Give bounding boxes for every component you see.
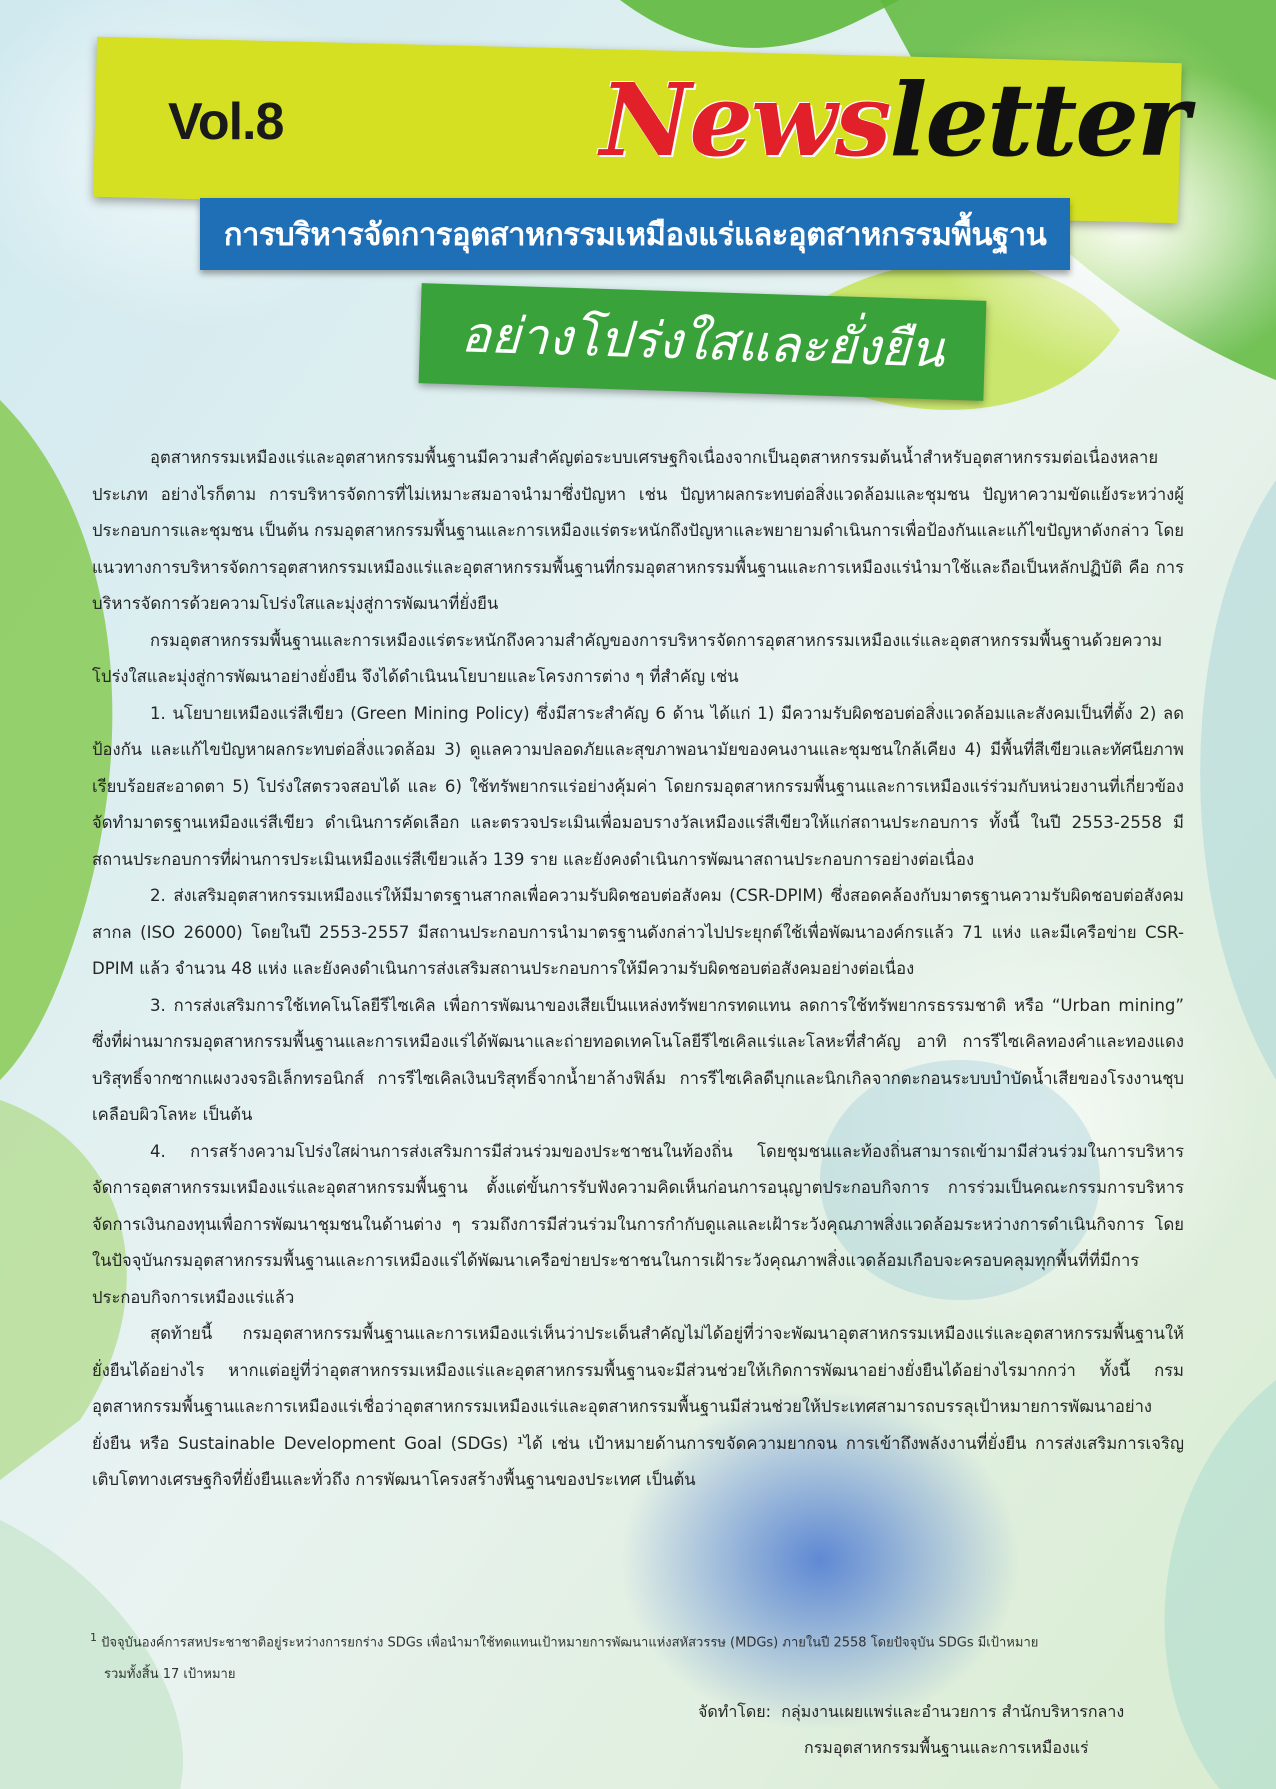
footnote-line-1: $^1$ ปัจจุบันองค์การสหประชาชาติอยู่ระหว่างการยกร่าง SDGs เพื่อนำมาใช้ทดแทนเป้าหมายการพัฒนาแห่งสหัสวรรษ (MDGs) ภายในปี 2558 โดยปัจจุบัน SDGs มีเป้าหมาย	[90, 1631, 1039, 1651]
credit-line-2: กรมอุตสาหกรรมพื้นฐานและการเหมืองแร่	[804, 1738, 1089, 1757]
footnote-marker: 1	[90, 1631, 97, 1644]
paragraph-intro: อุตสาหกรรมเหมืองแร่และอุตสาหกรรมพื้นฐานมีความสำคัญต่อระบบเศรษฐกิจเนื่องจากเป็นอุตสาหกรรมต้นน้ำสำหรับอุตสาหกรรมต่อเนื่องหลายประเภท อย่างไรก็ตาม การบริหารจัดการที่ไม่เหมาะสมอาจนำมาซึ่งปัญหา เช่น ปัญหาผลกระทบต่อสิ่งแวดล้อมและชุมชน ปัญหาความขัดแย้งระหว่างผู้ประกอบการและชุมชน เป็นต้น กรมอุตสาหกรรมพื้นฐานและการเหมืองแร่ตระหนักถึงปัญหาและพยายามดำเนินการเพื่อป้องกันและแก้ไขปัญหาดังกล่าว โดยแนวทางการบริหารจัดการอุตสาหกรรมเหมืองแร่และอุตสาหกรรมพื้นฐานที่กรมอุตสาหกรรมพื้นฐานและการเหมืองแร่นำมาใช้และถือเป็นหลักปฏิบัติ คือ การบริหารจัดการด้วยความโปร่งใสและมุ่งสู่การพัฒนาที่ยั่งยืน	[92, 448, 1184, 613]
title-news: News	[600, 61, 890, 179]
credit-block	[698, 1694, 1124, 1766]
credit-line-1: จัดทำโดย: กลุ่มงานเผยแพร่และอำนวยการ สำนักบริหารกลาง	[698, 1702, 1125, 1721]
paragraph-department: กรมอุตสาหกรรมพื้นฐานและการเหมืองแร่ตระหนักถึงความสำคัญของการบริหารจัดการอุตสาหกรรมเหมืองแร่และอุตสาหกรรมพื้นฐานด้วยความโปร่งใสและมุ่งสู่การพัฒนาอย่างยั่งยืน จึงได้ดำเนินนโยบายและโครงการต่าง ๆ ที่สำคัญ เช่น	[92, 630, 1163, 686]
footnote-line-2: รวมทั้งสิ้น 17 เป้าหมาย	[104, 1667, 236, 1683]
newsletter-tagline: อย่างโปร่งใสและยั่งยืน	[459, 304, 946, 379]
paragraph-conclusion: สุดท้ายนี้ กรมอุตสาหกรรมพื้นฐานและการเหมืองแร่เห็นว่าประเด็นสำคัญไม่ได้อยู่ที่ว่าจะพัฒนาอุตสาหกรรมเหมืองแร่และอุตสาหกรรมพื้นฐานให้ยั่งยืนได้อย่างไร หากแต่อยู่ที่ว่าอุตสาหกรรมเหมืองแร่และอุตสาหกรรมพื้นฐานจะมีส่วนช่วยให้เกิดการพัฒนาอย่างยั่งยืนได้อย่างไรมากกว่า ทั้งนี้ กรมอุตสาหกรรมพื้นฐานและการเหมืองแร่เชื่อว่าอุตสาหกรรมเหมืองแร่และอุตสาหกรรมพื้นฐานมีส่วนช่วยให้ประเทศสามารถบรรลุเป้าหมายการพัฒนาอย่างยั่งยืน หรือ Sustainable Development Goal (SDGs) ¹ได้ เช่น เป้าหมายด้านการขจัดความยากจน การเข้าถึงพลังงานที่ยั่งยืน การส่งเสริมการเจริญเติบโตทางเศรษฐกิจที่ยั่งยืนและทั่วถึง การพัฒนาโครงสร้างพื้นฐานของประเทศ เป็นต้น	[92, 1324, 1184, 1489]
article-body	[92, 440, 1184, 1499]
paragraph-item-3: 3. การส่งเสริมการใช้เทคโนโลยีรีไซเคิล เพื่อการพัฒนาของเสียเป็นแหล่งทรัพยากรทดแทน ลดการใช้ทรัพยากรธรรมชาติ หรือ “Urban mining” ซึ่งที่ผ่านมากรมอุตสาหกรรมพื้นฐานและการเหมืองแร่ได้พัฒนาและถ่ายทอดเทคโนโลยีรีไซเคิลแร่และโลหะที่สำคัญ อาทิ การรีไซเคิลทองคำและทองแดงบริสุทธิ์จากซากแผงวงจรอิเล็กทรอนิกส์ การรีไซเคิลเงินบริสุทธิ์จากน้ำยาล้างฟิล์ม การรีไซเคิลดีบุกและนิกเกิลจากตะกอนระบบบำบัดน้ำเสียของโรงงานชุบเคลือบผิวโลหะ เป็นต้น	[92, 995, 1184, 1124]
title-letter: letter	[889, 61, 1188, 179]
newsletter-title	[600, 61, 1188, 179]
volume-label: Vol.8	[168, 93, 284, 151]
paragraph-item-1: 1. นโยบายเหมืองแร่สีเขียว (Green Mining Policy) ซึ่งมีสาระสำคัญ 6 ด้าน ได้แก่ 1) มีความรับผิดชอบต่อสิ่งแวดล้อมและสังคมเป็นที่ตั้ง 2) ลด ป้องกัน และแก้ไขปัญหาผลกระทบต่อสิ่งแวดล้อม 3) ดูแลความปลอดภัยและสุขภาพอนามัยของคนงานและชุมชนใกล้เคียง 4) มีพื้นที่สีเขียวและทัศนียภาพเรียบร้อยสะอาดตา 5) โปร่งใสตรวจสอบได้ และ 6) ใช้ทรัพยากรแร่อย่างคุ้มค่า โดยกรมอุตสาหกรรมพื้นฐานและการเหมืองแร่ร่วมกับหน่วยงานที่เกี่ยวข้องจัดทำมาตรฐานเหมืองแร่สีเขียว ดำเนินการคัดเลือก และตรวจประเมินเพื่อมอบรางวัลเหมืองแร่สีเขียวให้แก่สถานประกอบการ ทั้งนี้ ในปี 2553-2558 มีสถานประกอบการที่ผ่านการประเมินเหมืองแร่สีเขียวแล้ว 139 ราย และยังคงดำเนินการพัฒนาสถานประกอบการอย่างต่อเนื่อง	[92, 703, 1184, 869]
footnote	[90, 1622, 1190, 1691]
paragraph-item-2: 2. ส่งเสริมอุตสาหกรรมเหมืองแร่ให้มีมาตรฐานสากลเพื่อความรับผิดชอบต่อสังคม (CSR-DPIM) ซึ่งสอดคล้องกับมาตรฐานความรับผิดชอบต่อสังคมสากล (ISO 26000) โดยในปี 2553-2557 มีสถานประกอบการนำมาตรฐานดังกล่าวไปประยุกต์ใช้เพื่อพัฒนาองค์กรแล้ว 71 แห่ง และมีเครือข่าย CSR-DPIM แล้ว จำนวน 48 แห่ง และยังคงดำเนินการส่งเสริมสถานประกอบการให้มีความรับผิดชอบต่อสังคมอย่างต่อเนื่อง	[92, 886, 1184, 978]
newsletter-subtitle: การบริหารจัดการอุตสาหกรรมเหมืองแร่และอุตสาหกรรมพื้นฐาน	[223, 217, 1047, 253]
paragraph-item-4: 4. การสร้างความโปร่งใสผ่านการส่งเสริมการมีส่วนร่วมของประชาชนในท้องถิ่น โดยชุมชนและท้องถิ่นสามารถเข้ามามีส่วนร่วมในการบริหารจัดการอุตสาหกรรมเหมืองแร่และอุตสาหกรรมพื้นฐาน ตั้งแต่ขั้นการรับฟังความคิดเห็นก่อนการอนุญาตประกอบกิจการ การร่วมเป็นคณะกรรมการบริหารจัดการเงินกองทุนเพื่อการพัฒนาชุมชนในด้านต่าง ๆ รวมถึงการมีส่วนร่วมในการกำกับดูแลและเฝ้าระวังคุณภาพสิ่งแวดล้อมระหว่างการดำเนินกิจการ โดยในปัจจุบันกรมอุตสาหกรรมพื้นฐานและการเหมืองแร่ได้พัฒนาเครือข่ายประชาชนในการเฝ้าระวังคุณภาพสิ่งแวดล้อมเกือบจะครอบคลุมทุกพื้นที่ที่มีการประกอบกิจการเหมืองแร่แล้ว	[92, 1141, 1184, 1307]
credit-label: จัดทำโดย:	[698, 1702, 772, 1721]
